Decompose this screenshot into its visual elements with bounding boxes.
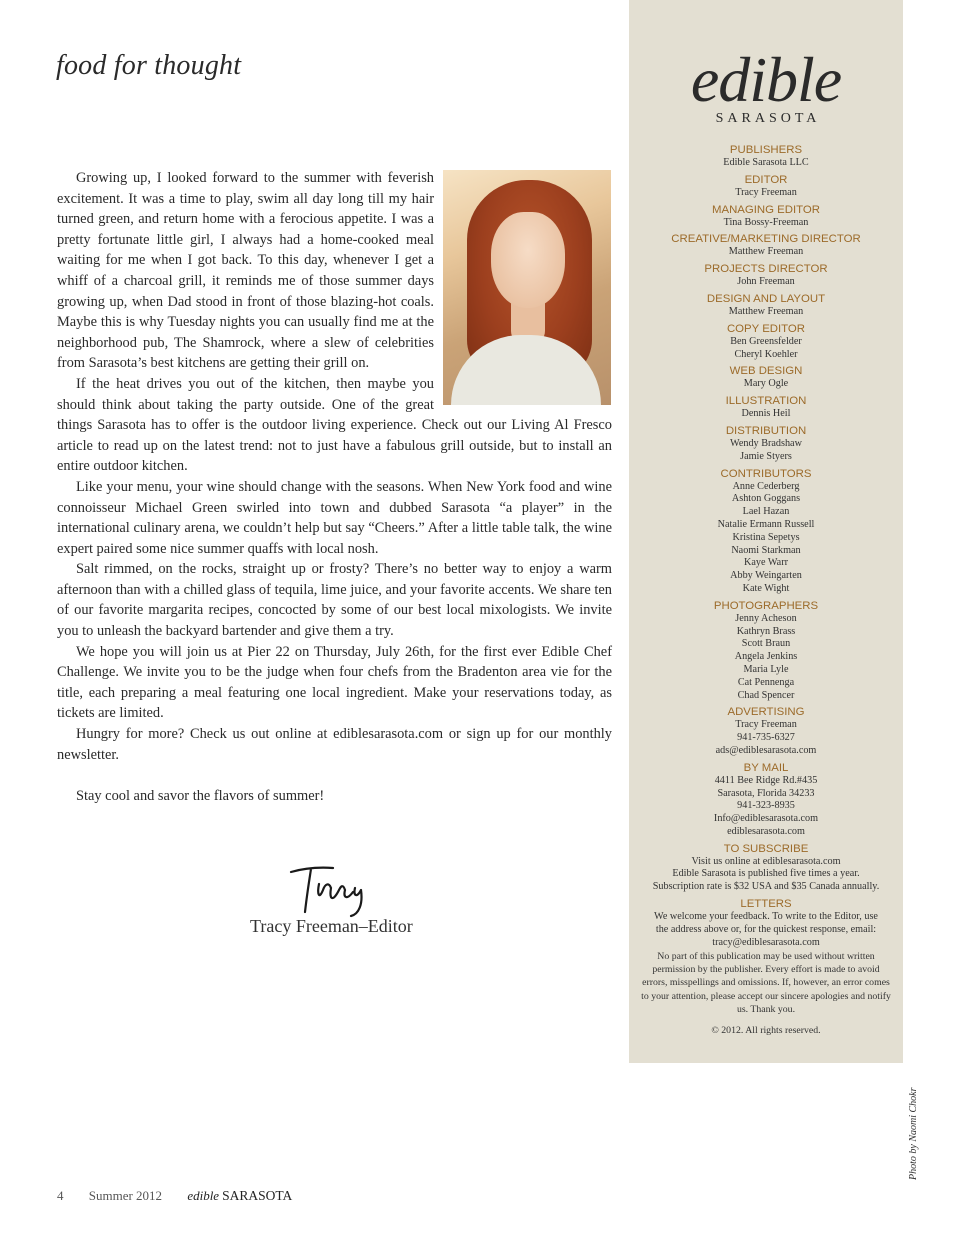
masthead-entry: Abby Weingarten [730, 570, 802, 582]
footer-magazine-name: SARASOTA [222, 1188, 293, 1203]
page-number: 4 [57, 1188, 64, 1203]
masthead-entry: 941-735-6327 [737, 732, 795, 744]
letter-paragraph: Growing up, I looked forward to the summer with feverish excitement. It was a time to play, swim all day long till my hair turned green, and return home with a ferocious appetite. I was a pretty fortunate little girl, I always had a home-cooked meal waiting for me when I got back. To this day, whenever I get a whiff of a charcoal grill, it reminds me of those summer days growing up, when Dad stood in front of those blazing-hot coals. Maybe this is why Tuesday nights you can usually find me at the neighborhood pub, The Shamrock, where a slew of celebrities from Sarasota’s best kitchens are getting their grill on. [57, 170, 434, 372]
masthead-entry: Cat Pennenga [737, 676, 795, 688]
masthead-credits [629, 140, 903, 949]
masthead-entry: Maria Lyle [743, 663, 789, 675]
masthead-entry: Kate Wight [742, 582, 790, 594]
masthead-role: TO SUBSCRIBE [723, 842, 809, 855]
masthead-entry: Chad Spencer [737, 689, 795, 701]
letter-paragraph: If the heat drives you out of the kitchen, then maybe you should think about taking the party outside. One of the great things Sarasota has to offer is the outdoor living experience. Check out our Living Al Fresco article to read up on the latest trend: not to just have a fabulous grill outside, but to install an entire outdoor kitchen. [57, 375, 612, 475]
masthead-entry: Tina Bossy-Freeman [723, 216, 809, 228]
masthead-entry: Cheryl Koehler [734, 348, 798, 360]
masthead-entry: Jamie Styers [740, 450, 792, 462]
masthead-entry: Lael Hazan [742, 506, 790, 518]
masthead-entry: Matthew Freeman [728, 246, 804, 258]
letter-paragraph: We hope you will join us at Pier 22 on Thursday, July 26th, for the first ever Edible Chef Challenge. We invite you to be the judge when four chefs from the Bradenton area vie for the title, each preparing a meal featuring one local ingredient. Make your reservations today, as tickets are limited. [57, 643, 612, 722]
masthead-role: ILLUSTRATION [725, 395, 807, 408]
masthead-entry: Edible Sarasota is published five times a year. [672, 868, 860, 880]
photo-float-space [434, 168, 612, 411]
masthead-disclaimer: No part of this publication may be used without written permission by the publisher. Every effort is made to avoid errors, misspellings and omissions. If, however, an error comes to your attention, please accept our sincere apologies and notify us. Thank you. [641, 951, 891, 1015]
masthead-entry: Info@ediblesarasota.com [713, 813, 819, 825]
masthead-entry: ads@ediblesarasota.com [715, 744, 817, 756]
masthead-role: DISTRIBUTION [725, 424, 807, 437]
masthead-entry: tracy@ediblesarasota.com [712, 936, 820, 948]
masthead-entry: Tracy Freeman [735, 719, 797, 731]
masthead-entry: Ashton Goggans [731, 493, 801, 505]
masthead-panel [629, 0, 903, 1063]
editor-signature [285, 860, 395, 918]
masthead-entry: Tracy Freeman [735, 186, 797, 198]
masthead-role: CONTRIBUTORS [720, 467, 812, 480]
masthead-entry: Sarasota, Florida 34233 [717, 787, 815, 799]
masthead-entry: 941-323-8935 [737, 800, 795, 812]
masthead-role: ADVERTISING [727, 706, 805, 719]
letter-paragraph: Hungry for more? Check us out online at ediblesarasota.com or sign up for our monthly newsletter. [57, 726, 612, 763]
masthead-entry: the address above or, for the quickest response, email: [655, 923, 877, 935]
masthead-role: PUBLISHERS [729, 144, 803, 156]
letter-closing: Stay cool and savor the flavors of summer! [76, 787, 325, 804]
masthead-entry: Matthew Freeman [728, 305, 804, 317]
masthead-entry: Jenny Acheson [735, 612, 797, 624]
masthead-entry: Subscription rate is $32 USA and $35 Canada annually. [652, 881, 880, 893]
masthead-role: DESIGN AND LAYOUT [706, 292, 826, 305]
masthead-entry: Kristina Sepetys [732, 531, 800, 543]
masthead-entry: Naomi Starkman [731, 544, 801, 556]
issue-label: Summer 2012 [88, 1188, 163, 1203]
letter-paragraph: Salt rimmed, on the rocks, straight up or frosty? There’s no better way to enjoy a warm afternoon than with a chilled glass of tequila, lime juice, and your favorite accents. We share ten of our favorite margarita recipes, concocted by some of our best local mixologists. We invite you to unleash the backyard bartender and give them a try. [57, 561, 612, 640]
masthead-logo: edible [690, 44, 842, 115]
masthead-entry: Scott Braun [741, 638, 791, 650]
masthead-role: PROJECTS DIRECTOR [704, 263, 828, 276]
editor-name: Tracy Freeman–Editor [250, 916, 413, 936]
photo-credit: Photo by Naomi Chokr [908, 1087, 919, 1180]
masthead-entry: Natalie Ermann Russell [717, 518, 815, 530]
masthead-role: EDITOR [744, 173, 788, 186]
masthead-entry: Visit us online at ediblesarasota.com [691, 855, 841, 867]
footer-magazine-prefix: edible [187, 1188, 220, 1203]
masthead-entry: Angela Jenkins [734, 651, 798, 663]
masthead-role: CREATIVE/MARKETING DIRECTOR [671, 233, 861, 246]
masthead-entry: ediblesarasota.com [727, 825, 805, 837]
masthead-entry: Ben Greensfelder [730, 335, 802, 347]
masthead-role: WEB DESIGN [729, 365, 803, 378]
masthead-entry: John Freeman [737, 276, 795, 288]
masthead-entry: Anne Cederberg [732, 480, 800, 492]
masthead-role: PHOTOGRAPHERS [713, 599, 819, 612]
section-title: food for thought [56, 50, 242, 81]
masthead-entry: Mary Ogle [743, 378, 789, 390]
masthead-entry: Dennis Heil [741, 408, 791, 420]
masthead-entry: We welcome your feedback. To write to the Editor, use [654, 911, 878, 923]
masthead-role: BY MAIL [743, 761, 789, 774]
masthead-entry: 4411 Bee Ridge Rd.#435 [714, 774, 818, 786]
masthead-entry: Kathryn Brass [736, 625, 796, 637]
masthead-entry: Kaye Warr [744, 557, 788, 569]
masthead-logo-subtitle: SARASOTA [715, 111, 821, 126]
masthead-entry: Wendy Bradshaw [730, 437, 802, 449]
masthead-role: COPY EDITOR [726, 322, 806, 335]
masthead-role: MANAGING EDITOR [711, 203, 820, 216]
masthead-copyright: © 2012. All rights reserved. [711, 1025, 821, 1036]
letter-paragraph: Like your menu, your wine should change with the seasons. When New York food and wine connoisseur Michael Green swirled into town and dubbed Sarasota “a player” in the international culinary arena, we couldn’t help but say “Cheers.” After a little table talk, the wine expert paired some nice summer quaffs with local nosh. [57, 478, 612, 557]
masthead-role: LETTERS [740, 898, 792, 911]
page-footer [57, 1188, 314, 1204]
editor-letter [57, 168, 612, 806]
masthead-entry: Edible Sarasota LLC [723, 157, 809, 168]
